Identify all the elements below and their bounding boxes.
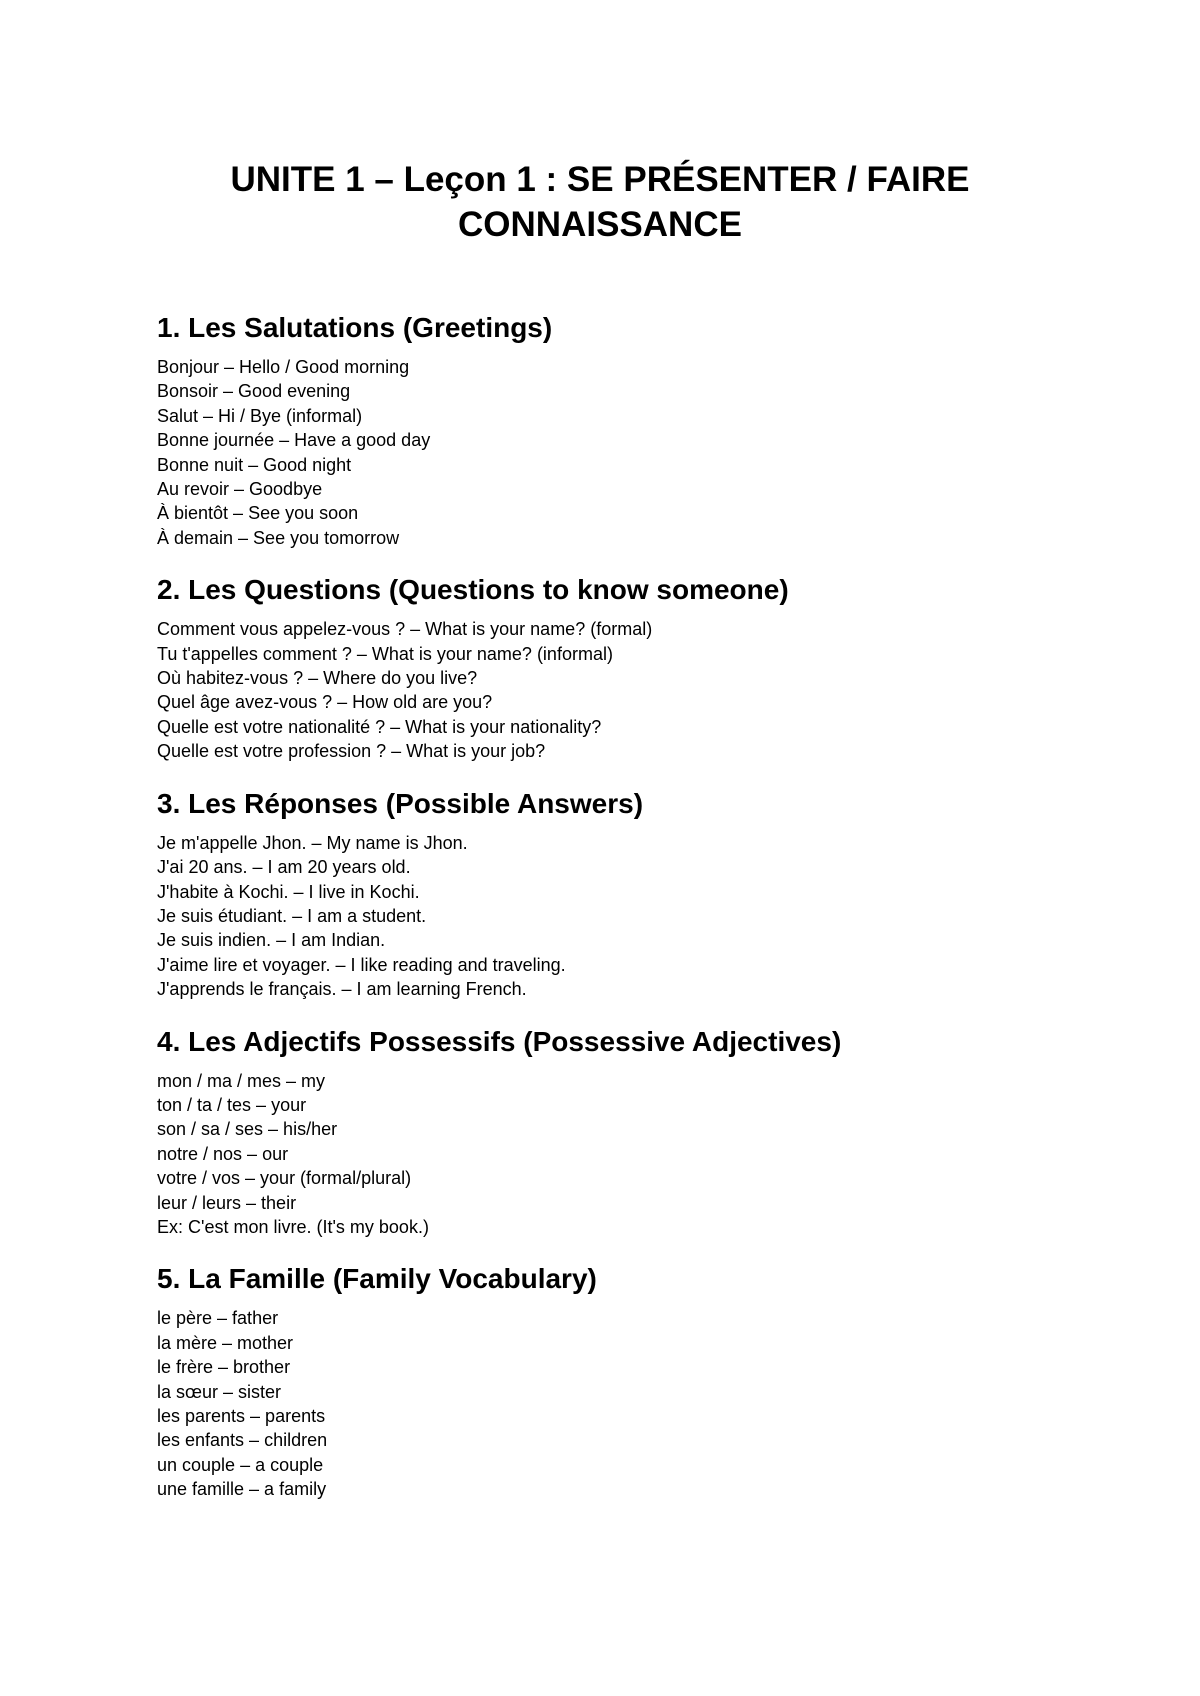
vocab-entry: Bonjour – Hello / Good morning <box>157 357 410 377</box>
vocab-list <box>157 355 1080 550</box>
vocab-entry: ton / ta / tes – your <box>157 1094 307 1115</box>
vocab-entry: Tu t'appelles comment ? – What is your name? (informal) <box>157 643 613 664</box>
vocab-entry: le frère – brother <box>157 1357 291 1378</box>
vocab-list <box>157 617 1080 763</box>
section-heading: 2. Les Questions (Questions to know someone) <box>157 574 789 606</box>
vocab-entry: Je suis étudiant. – I am a student. <box>157 905 427 926</box>
vocab-entry: À demain – See you tomorrow <box>157 527 400 548</box>
section-famille <box>157 1262 1080 1501</box>
section-questions <box>157 573 1080 763</box>
vocab-entry: votre / vos – your (formal/plural) <box>157 1168 412 1189</box>
section-heading: 1. Les Salutations (Greetings) <box>157 312 553 343</box>
page-title <box>157 157 1043 247</box>
vocab-entry: mon / ma / mes – my <box>157 1070 326 1091</box>
vocab-entry: les enfants – children <box>157 1430 328 1451</box>
vocab-entry: Bonne journée – Have a good day <box>157 430 431 451</box>
vocab-entry: Je suis indien. – I am Indian. <box>157 930 386 951</box>
section-salutations <box>157 311 1080 550</box>
vocab-entry: un couple – a couple <box>157 1454 324 1475</box>
vocab-list <box>157 831 1080 1002</box>
vocab-entry: Au revoir – Goodbye <box>157 479 323 500</box>
vocab-entry: une famille – a family <box>157 1479 327 1500</box>
vocab-entry: Comment vous appelez-vous ? – What is your name? (formal) <box>157 619 653 640</box>
vocab-entry: Salut – Hi / Bye (informal) <box>157 405 363 426</box>
section-heading: 5. La Famille (Family Vocabulary) <box>157 1263 597 1295</box>
vocab-entry: la mère – mother <box>157 1332 294 1353</box>
vocab-entry: J'habite à Kochi. – I live in Kochi. <box>157 881 420 902</box>
vocab-entry: le père – father <box>157 1308 279 1329</box>
vocab-entry: J'ai 20 ans. – I am 20 years old. <box>157 857 411 878</box>
vocab-entry: leur / leurs – their <box>157 1192 297 1213</box>
vocab-entry: J'aime lire et voyager. – I like reading and traveling. <box>157 954 566 975</box>
vocab-entry: son / sa / ses – his/her <box>157 1119 338 1140</box>
vocab-entry: À bientôt – See you soon <box>157 503 359 524</box>
section-heading: 4. Les Adjectifs Possessifs (Possessive Adjectives) <box>157 1025 842 1057</box>
vocab-entry: la sœur – sister <box>157 1381 282 1402</box>
vocab-entry: les parents – parents <box>157 1406 326 1426</box>
vocab-entry: Quelle est votre profession ? – What is your job? <box>157 741 546 762</box>
vocab-list <box>157 1069 1080 1240</box>
section-adjectifs-possessifs <box>157 1025 1080 1240</box>
vocab-entry: Je m'appelle Jhon. – My name is Jhon. <box>157 832 468 853</box>
vocab-list <box>157 1306 1080 1501</box>
page-title-line-2: CONNAISSANCE <box>458 205 742 244</box>
vocab-entry: Quel âge avez-vous ? – How old are you? <box>157 692 493 713</box>
vocab-entry: J'apprends le français. – I am learning French. <box>157 979 527 1000</box>
vocab-entry: Bonsoir – Good evening <box>157 381 351 402</box>
section-heading: 3. Les Réponses (Possible Answers) <box>157 787 644 819</box>
vocab-entry: notre / nos – our <box>157 1143 289 1164</box>
vocab-entry: Ex: C'est mon livre. (It's my book.) <box>157 1216 429 1237</box>
section-reponses <box>157 787 1080 1002</box>
page-title-line-1: UNITE 1 – Leçon 1 : SE PRÉSENTER / FAIRE <box>230 160 970 199</box>
vocab-entry: Où habitez-vous ? – Where do you live? <box>157 668 478 689</box>
vocab-entry: Bonne nuit – Good night <box>157 454 352 475</box>
vocab-entry: Quelle est votre nationalité ? – What is your nationality? <box>157 716 602 737</box>
